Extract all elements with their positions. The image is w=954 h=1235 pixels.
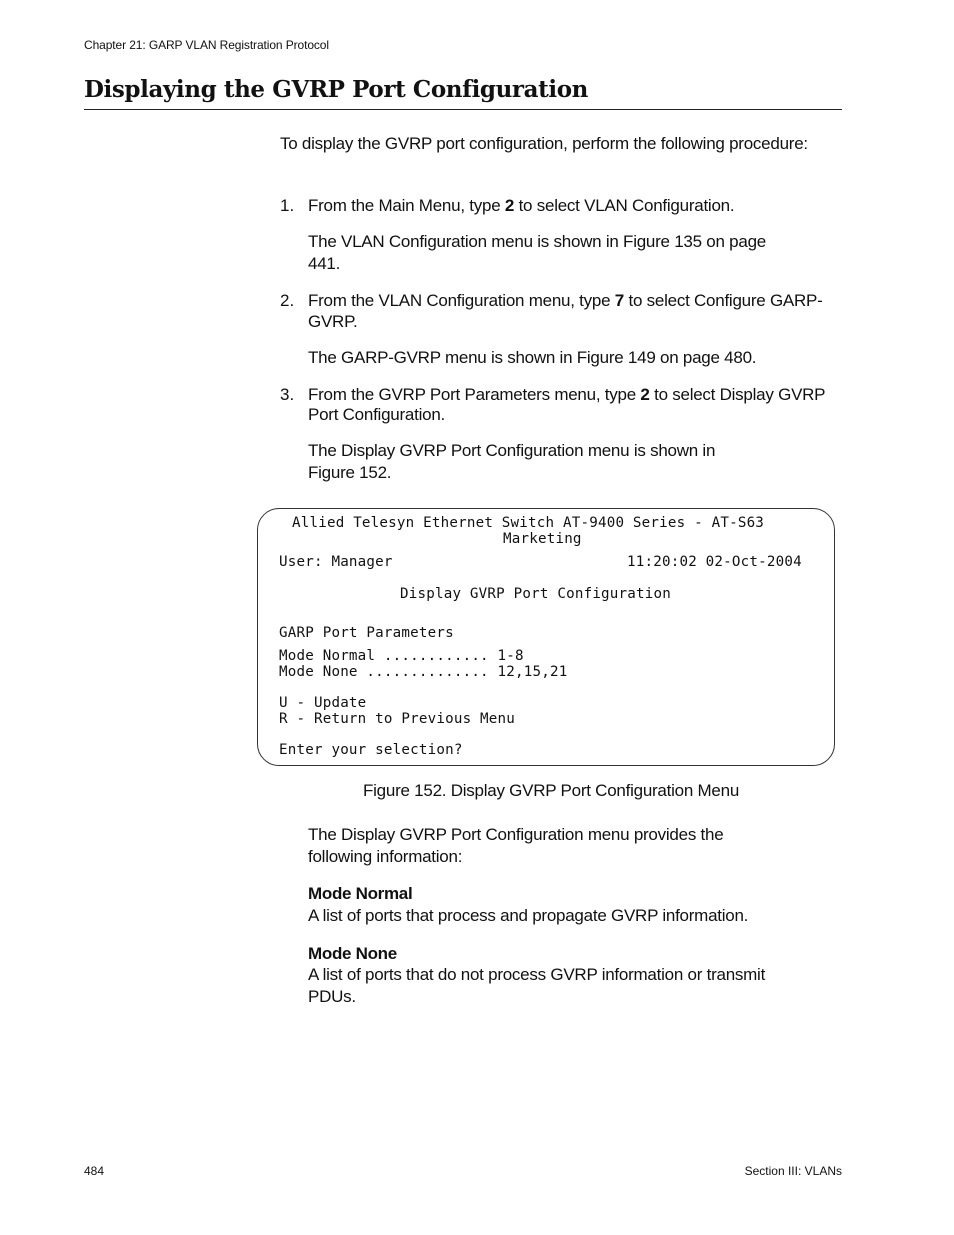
footer-section: Section III: VLANs <box>744 1164 842 1178</box>
running-head: Chapter 21: GARP VLAN Registration Protocol <box>84 38 329 52</box>
screen-user: User: Manager <box>279 554 393 570</box>
definition-desc-mode-none-line1: A list of ports that do not process GVRP information or transmit <box>308 965 766 984</box>
step-1-text: From the Main Menu, type 2 to select VLAN Configuration. <box>308 196 735 215</box>
step-1-note-line2: 441. <box>308 254 341 273</box>
definition-desc-mode-none-line2: PDUs. <box>308 987 356 1006</box>
step-3-key: 2 <box>640 385 650 404</box>
step-3-text: From the GVRP Port Parameters menu, type 2 to select Display GVRP <box>308 385 826 404</box>
step-2-note: The GARP-GVRP menu is shown in Figure 149 on page 480. <box>308 348 757 367</box>
step-3-note-line2: Figure 152. <box>308 463 392 482</box>
screen-group-heading: GARP Port Parameters <box>279 625 454 641</box>
step-3-note-line1: The Display GVRP Port Configuration menu is shown in <box>308 441 716 460</box>
section-title: Displaying the GVRP Port Configuration <box>84 76 588 103</box>
screen-title-line2: Marketing <box>503 531 582 547</box>
step-1-note-line1: The VLAN Configuration menu is shown in Figure 135 on page <box>308 232 767 251</box>
intro-paragraph: To display the GVRP port configuration, perform the following procedure: <box>280 134 808 153</box>
screen-option-update: U - Update <box>279 695 367 711</box>
definition-desc-mode-normal: A list of ports that process and propagate GVRP information. <box>308 906 749 925</box>
screen-title-line1: Allied Telesyn Ethernet Switch AT-9400 Series - AT-S63 <box>292 515 765 531</box>
step-3-text-line2: Port Configuration. <box>308 405 445 424</box>
step-2-number: 2. <box>280 291 295 310</box>
screen-menu-title: Display GVRP Port Configuration <box>400 586 671 602</box>
step-2-key: 7 <box>614 291 625 310</box>
step-1-number: 1. <box>280 196 295 215</box>
screen-timestamp: 11:20:02 02-Oct-2004 <box>627 554 802 570</box>
figure-caption: Figure 152. Display GVRP Port Configuration Menu <box>363 781 740 800</box>
info-intro-line1: The Display GVRP Port Configuration menu provides the <box>308 825 724 844</box>
page-number: 484 <box>84 1164 105 1178</box>
screen-prompt: Enter your selection? <box>279 742 463 758</box>
step-1-key: 2 <box>504 196 515 215</box>
definition-term-mode-none: Mode None <box>308 944 397 963</box>
step-2-text-line2: GVRP. <box>308 312 358 331</box>
screen-mode-none: Mode None .............. 12,15,21 <box>279 664 568 680</box>
definition-term-mode-normal: Mode Normal <box>308 884 413 903</box>
step-3-number: 3. <box>280 385 295 404</box>
info-intro-line2: following information: <box>308 847 463 866</box>
step-2-text: From the VLAN Configuration menu, type 7 to select Configure GARP- <box>308 291 823 310</box>
screen-mode-normal: Mode Normal ............ 1-8 <box>279 648 524 664</box>
terminal-screen-figure <box>257 508 835 766</box>
screen-option-return: R - Return to Previous Menu <box>279 711 516 727</box>
title-rule <box>84 109 842 110</box>
